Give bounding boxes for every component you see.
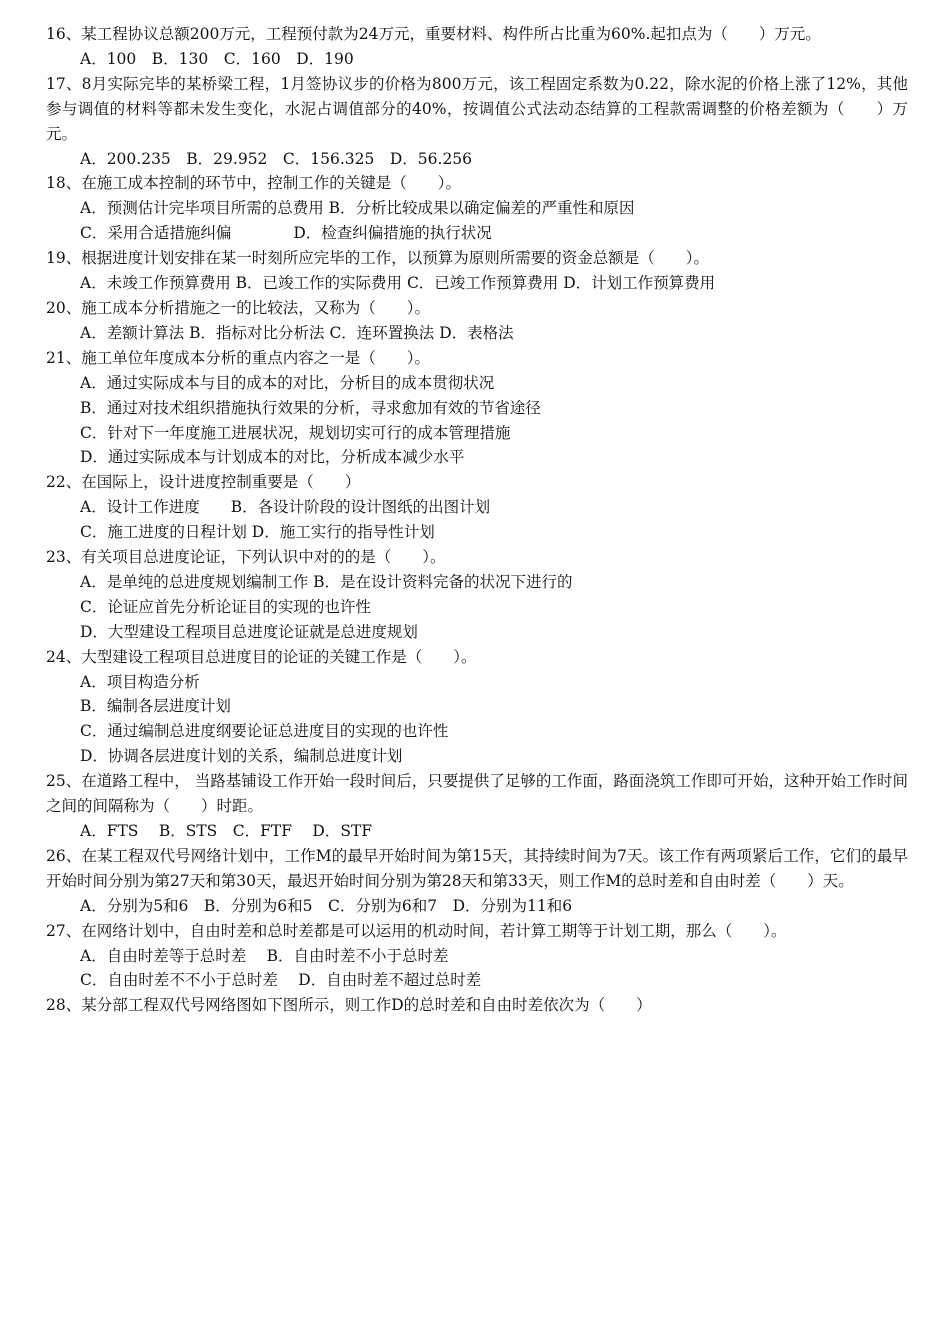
question-options: A．分别为5和6 B．分别为6和5 C．分别为6和7 D．分别为11和6	[80, 896, 573, 915]
question-options: A．未竣工作预算费用 B．已竣工作的实际费用 C．已竣工作预算费用 D．计划工作预算费用	[80, 274, 716, 293]
question-24	[46, 645, 908, 770]
question-stem: 17、8月实际完毕的某桥梁工程，1月签协议步的价格为800万元，该工程固定系数为0.22，除水泥的价格上涨了12%，其他参与调值的材料等都未发生变化，水泥占调值部分的40%，按调值公式法动态结算的工程款需调整的价格差额为（ ）万元。	[46, 74, 908, 143]
question-option-a: A．项目构造分析	[80, 672, 200, 691]
question-options: A．是单纯的总进度规划编制工作 B．是在设计资料完备的状况下进行的	[80, 572, 573, 591]
question-23	[46, 545, 908, 645]
question-option-a: A．通过实际成本与目的成本的对比，分析目的成本贯彻状况	[80, 373, 495, 392]
question-25	[46, 769, 908, 844]
question-option-c: C．通过编制总进度纲要论证总进度目的实现的也许性	[80, 722, 449, 741]
question-options: A．预测估计完毕项目所需的总费用 B．分析比较成果以确定偏差的严重性和原因	[80, 199, 635, 218]
question-19	[46, 246, 908, 296]
question-option-d: D．协调各层进度计划的关系，编制总进度计划	[80, 747, 403, 766]
question-18	[46, 171, 908, 246]
question-options: A．200.235 B．29.952 C．156.325 D．56.256	[80, 149, 473, 168]
question-options: A．100 B．130 C．160 D．190	[80, 49, 354, 68]
question-stem: 16、某工程协议总额200万元，工程预付款为24万元，重要材料、构件所占比重为60%.起扣点为（ ）万元。	[46, 25, 821, 43]
question-options: A．差额计算法 B．指标对比分析法 C．连环置换法 D．表格法	[80, 323, 514, 342]
question-option-d: D．通过实际成本与计划成本的对比，分析成本减少水平	[80, 448, 465, 467]
question-17	[46, 72, 908, 172]
question-28	[46, 993, 908, 1018]
exam-page	[46, 22, 908, 1018]
question-stem: 18、在施工成本控制的环节中，控制工作的关键是（ ）。	[46, 174, 461, 193]
question-stem: 27、在网络计划中，自由时差和总时差都是可以运用的机动时间，若计算工期等于计划工期，那么（ ）。	[46, 921, 787, 940]
question-21	[46, 346, 908, 471]
question-27	[46, 919, 908, 994]
question-stem: 26、在某工程双代号网络计划中，工作M的最早开始时间为第15天，其持续时间为7天。该工作有两项紧后工作，它们的最早开始时间分别为第27天和第30天，最迟开始时间分别为第28天和第33天，则工作M的总时差和自由时差（ ）天。	[46, 846, 908, 890]
question-option-c: C．针对下一年度施工进展状况，规划切实可行的成本管理措施	[80, 423, 511, 442]
question-stem: 28、某分部工程双代号网络图如下图所示，则工作D的总时差和自由时差依次为（ ）	[46, 996, 652, 1015]
question-options: C．施工进度的日程计划 D．施工实行的指导性计划	[80, 523, 435, 542]
question-option-d: D．大型建设工程项目总进度论证就是总进度规划	[80, 622, 418, 641]
question-options: A．FTS B．STS C．FTF D．STF	[80, 822, 373, 840]
question-options: C．采用合适措施纠偏 D．检查纠偏措施的执行状况	[80, 224, 492, 243]
question-20	[46, 296, 908, 346]
question-options: A．自由时差等于总时差 B．自由时差不小于总时差	[80, 946, 449, 965]
question-16	[46, 22, 908, 72]
question-options: A．设计工作进度 B．各设计阶段的设计图纸的出图计划	[80, 498, 491, 517]
question-options: C．自由时差不不小于总时差 D．自由时差不超过总时差	[80, 971, 482, 990]
question-option-c: C．论证应首先分析论证目的实现的也许性	[80, 597, 371, 616]
question-22	[46, 470, 908, 545]
question-26	[46, 844, 908, 919]
question-stem: 25、在道路工程中， 当路基铺设工作开始一段时间后，只要提供了足够的工作面，路面浇筑工作即可开始，这种开始工作时间之间的间隔称为（ ）时距。	[46, 772, 908, 816]
question-option-b: B．通过对技术组织措施执行效果的分析，寻求愈加有效的节省途径	[80, 398, 541, 417]
question-stem: 24、大型建设工程项目总进度目的论证的关键工作是（ ）。	[46, 647, 477, 666]
question-stem: 20、施工成本分析措施之一的比较法，又称为（ ）。	[46, 298, 430, 317]
question-stem: 19、根据进度计划安排在某一时刻所应完毕的工作，以预算为原则所需要的资金总额是（ ）。	[46, 249, 709, 268]
question-stem: 21、施工单位年度成本分析的重点内容之一是（ ）。	[46, 348, 430, 367]
question-stem: 22、在国际上，设计进度控制重要是（ ）	[46, 473, 361, 492]
question-option-b: B．编制各层进度计划	[80, 697, 231, 716]
question-stem: 23、有关项目总进度论证，下列认识中对的的是（ ）。	[46, 548, 446, 567]
